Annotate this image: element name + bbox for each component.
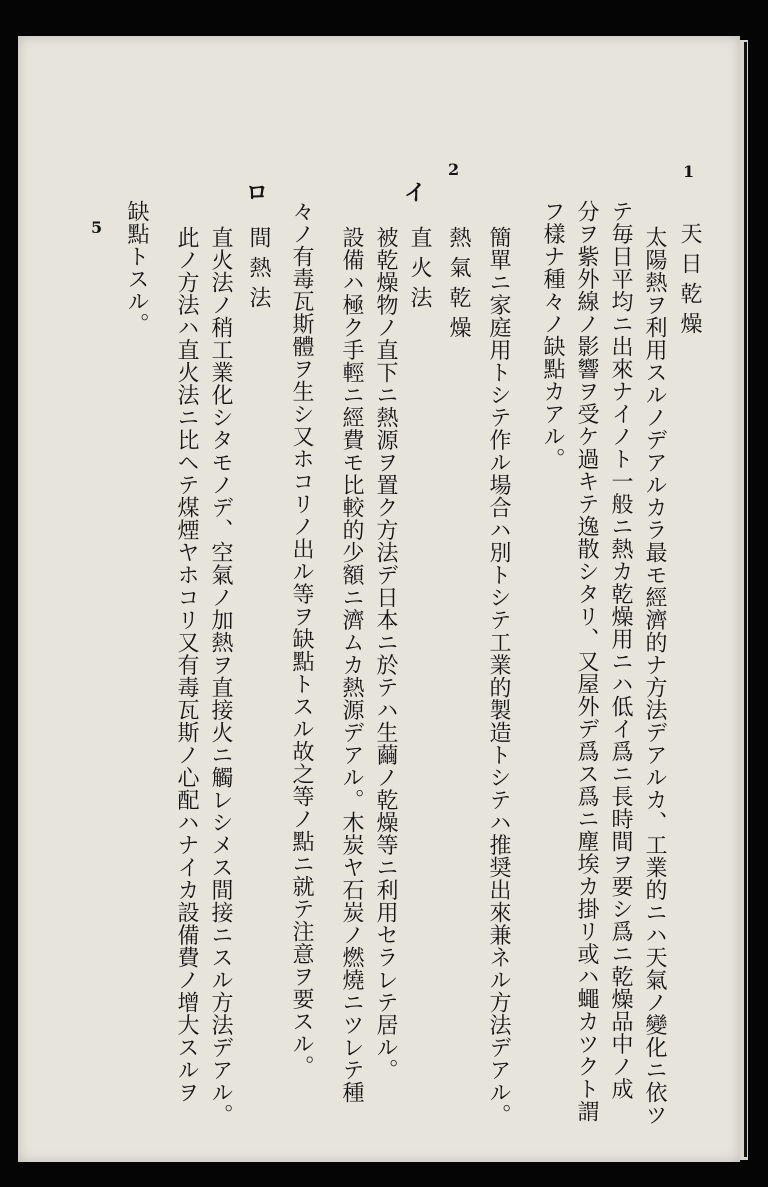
body-line: 々ノ有毒瓦斯體ヲ生シ又ホコリノ出ル等ヲ缺點トスル故之等ノ點ニ就テ注意ヲ要スル。 bbox=[289, 200, 314, 1078]
body-line: 分ヲ紫外線ノ影響ヲ受ケ過キテ逸散シタリ、又屋外デ爲ス爲ニ塵埃カ掛リ或ハ蠅カツクト謂 bbox=[574, 200, 599, 1123]
body-line: テ毎日平均ニ出來ナイノト一般ニ熱カ乾燥用ニハ低イ爲ニ長時間ヲ要シ爲ニ乾燥品中ノ成 bbox=[608, 200, 633, 1100]
subsection-mark: ロ bbox=[246, 180, 269, 206]
body-line: フ樣ナ種々ノ缺點カアル。 bbox=[540, 200, 565, 470]
section-heading: 熱氣乾燥 bbox=[446, 226, 471, 346]
body-line: 直火法ノ稍工業化シタモノデ、空氣ノ加熱ヲ直接火ニ觸レシメス間接ニスル方法デアル。 bbox=[208, 226, 233, 1126]
body-line: 此ノ方法ハ直火法ニ比ヘテ煤煙ヤホコリ又有毒瓦斯ノ心配ハナイカ設備費ノ增大スルヲ bbox=[174, 226, 199, 1104]
subsection-heading: 直火法 bbox=[407, 226, 432, 316]
body-line: 缺點トスル。 bbox=[124, 200, 149, 335]
page-border bbox=[744, 42, 747, 1157]
body-line: 設備ハ極ク手輕ニ經費モ比較的少額ニ濟ムカ熱源デアル。木炭ヤ石炭ノ燃燒ニツレテ種 bbox=[339, 226, 364, 1104]
subsection-heading: 間熱法 bbox=[246, 226, 271, 316]
subsection-mark: イ bbox=[404, 180, 427, 206]
section-heading: 天日乾燥 bbox=[677, 222, 702, 342]
body-line: 太陽熱ヲ利用スルノデアルカラ最モ經濟的ナ方法デアルカ、工業的ニハ天氣ノ變化ニ依ツ bbox=[642, 226, 667, 1126]
section-number: 1 bbox=[683, 162, 695, 181]
body-line: 簡單ニ家庭用トシテ作ル場合ハ別トシテ工業的製造トシテハ推奨出來兼ネル方法デアル。 bbox=[486, 226, 511, 1126]
section-number: 2 bbox=[448, 160, 460, 179]
body-line: 被乾燥物ノ直下ニ熱源ヲ置ク方法デ日本ニ於テハ生繭ノ乾燥等ニ利用セラレテ居ル。 bbox=[373, 226, 398, 1081]
section-number: 5 bbox=[91, 218, 103, 237]
